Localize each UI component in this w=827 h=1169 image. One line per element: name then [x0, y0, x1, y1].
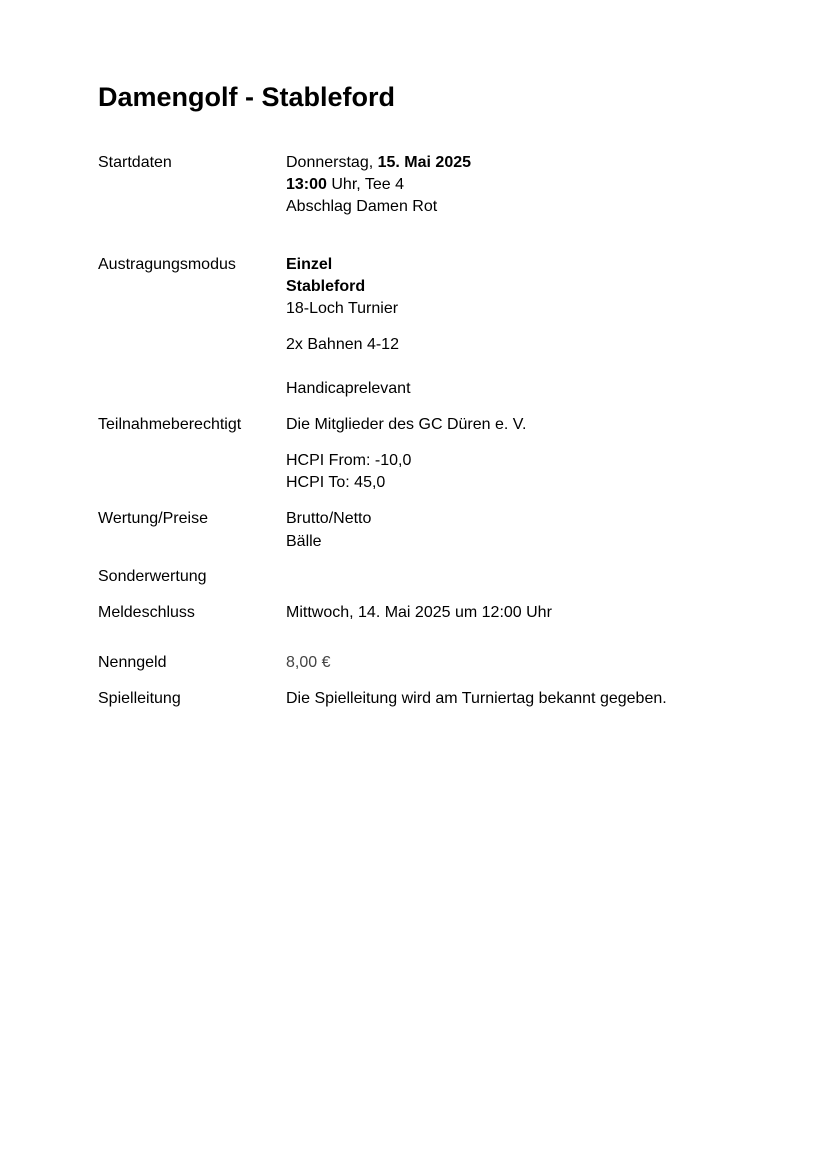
meldeschluss-label: Meldeschluss [98, 604, 195, 621]
scoring-value: Brutto/Netto [286, 510, 372, 527]
wertung-label: Wertung/Preise [98, 510, 208, 527]
start-date: 15. Mai 2025 [377, 154, 472, 171]
spielleitung-value: Die Spielleitung wird am Turniertag bekannt gegeben. [286, 690, 667, 707]
spielleitung-label: Spielleitung [98, 690, 181, 707]
start-date-line [286, 152, 471, 174]
hcpi-to-value: HCPI To: 45,0 [286, 474, 386, 491]
prizes-value: Bälle [286, 533, 322, 550]
format-value: Stableford [286, 278, 366, 295]
handicap-value: Handicaprelevant [286, 380, 411, 397]
nenngeld-label: Nenngeld [98, 654, 167, 671]
austragungsmodus-label: Austragungsmodus [98, 256, 236, 273]
meldeschluss-value: Mittwoch, 14. Mai 2025 um 12:00 Uhr [286, 604, 552, 621]
sonderwertung-label: Sonderwertung [98, 568, 207, 585]
holes-value: 18-Loch Turnier [286, 300, 399, 317]
startdaten-label: Startdaten [98, 154, 172, 171]
course-value: 2x Bahnen 4-12 [286, 336, 399, 353]
start-time-line [286, 174, 404, 196]
start-time: 13:00 [286, 176, 327, 193]
start-time-suffix: Uhr, Tee 4 [326, 176, 405, 193]
teilnahme-label: Teilnahmeberechtigt [98, 416, 242, 433]
members-value: Die Mitglieder des GC Düren e. V. [286, 416, 527, 433]
page-title: Damengolf - Stableford [98, 82, 396, 112]
hcpi-from-value: HCPI From: -10,0 [286, 452, 412, 469]
mode-value: Einzel [286, 256, 333, 273]
nenngeld-value: 8,00 € [286, 654, 331, 671]
tee-info: Abschlag Damen Rot [286, 198, 438, 215]
start-weekday: Donnerstag, [286, 154, 378, 171]
